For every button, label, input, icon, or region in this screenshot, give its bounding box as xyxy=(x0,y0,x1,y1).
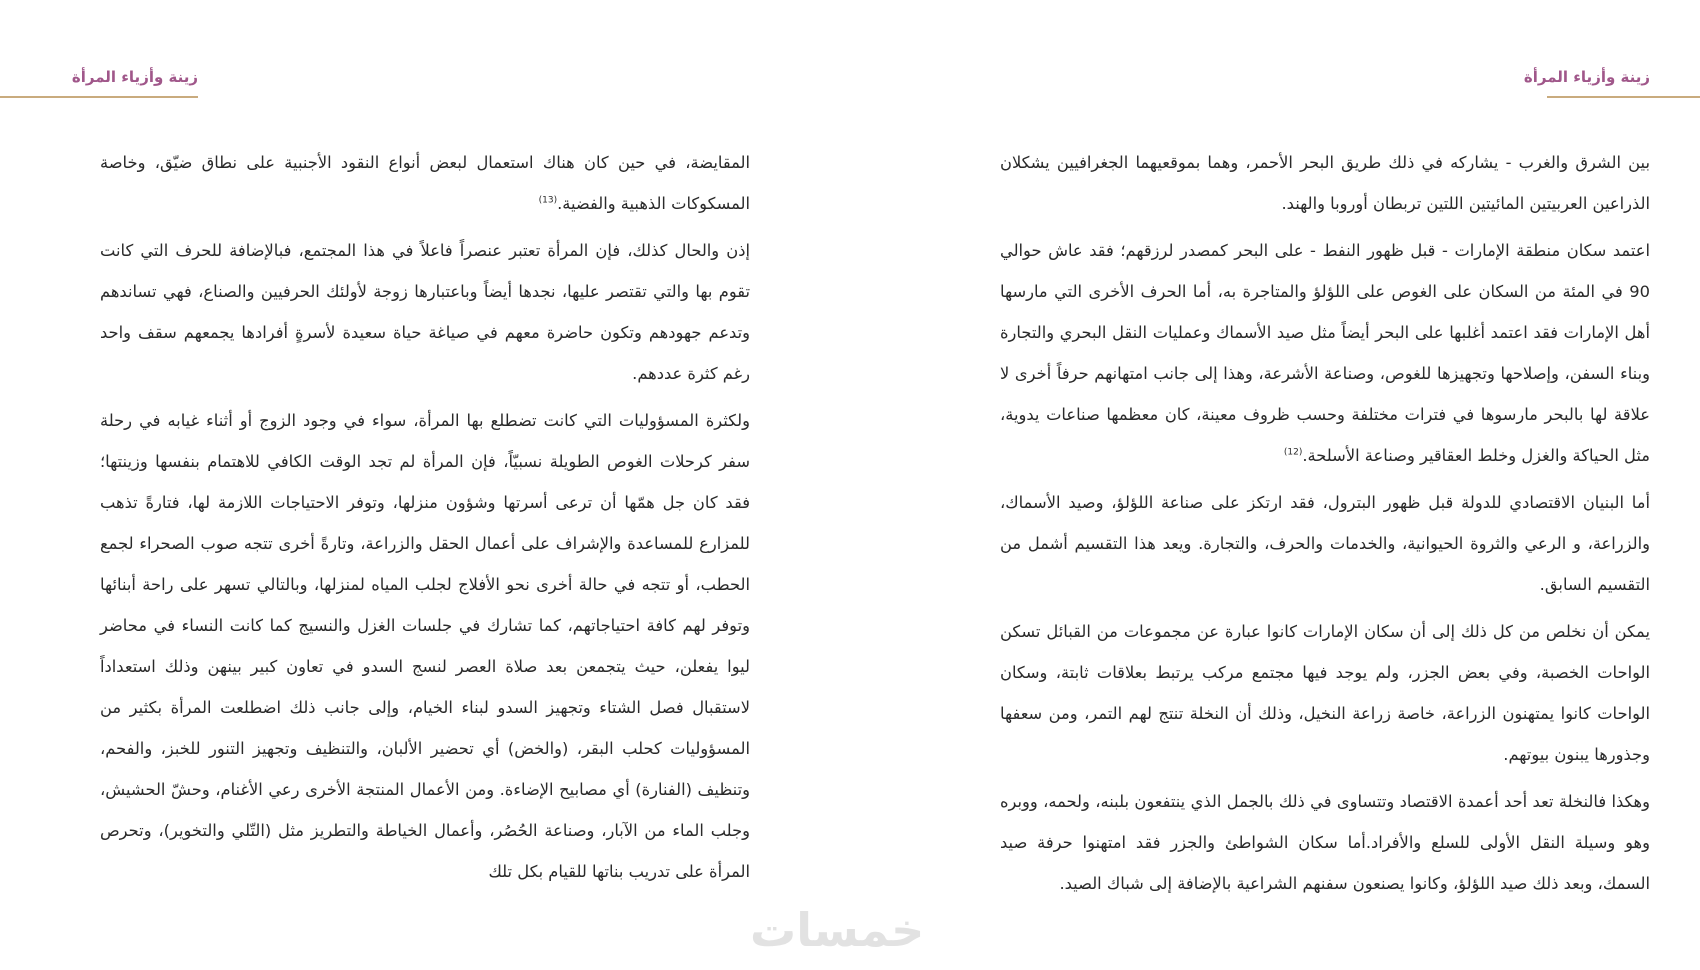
right-page-body xyxy=(1000,142,1650,910)
watermark: خمسات xyxy=(750,903,925,957)
paragraph: أما البنيان الاقتصادي للدولة قبل ظهور البترول، فقد ارتكز على صناعة اللؤلؤ، وصيد الأسماك، والزراعة، و الرعي والثروة الحيوانية، والخدمات والحرف، والتجارة. ويعد هذا التقسيم أشمل من التقسيم السابق. xyxy=(1000,493,1650,594)
paragraph: يمكن أن نخلص من كل ذلك إلى أن سكان الإمارات كانوا عبارة عن مجموعات من القبائل تسكن الواحات الخصبة، وفي بعض الجزر، ولم يوجد فيها مجتمع مركب يرتبط بعلاقات ثابتة، وسكان الواحات كانوا يمتهنون الزراعة، خاصة زراعة النخيل، وذلك أن النخلة تنتج لهم التمر، ومن سعفها وجذورها يبنون بيوتهم. xyxy=(1000,622,1650,764)
paragraph: إذن والحال كذلك، فإن المرأة تعتبر عنصراً فاعلاً في هذا المجتمع، فبالإضافة للحرف التي كانت تقوم بها والتي تقتصر عليها، نجدها أيضاً وباعتبارها زوجة لأولئك الحرفيين والصناع، فهي تساندهم وتدعم جهودهم وتكون حاضرة معهم في صياغة حياة سعيدة لأسرةٍ أفرادها يجمعهم سقف واحد رغم كثرة عددهم. xyxy=(100,241,750,383)
right-page xyxy=(850,0,1700,970)
left-page-body xyxy=(100,142,750,898)
paragraph: وهكذا فالنخلة تعد أحد أعمدة الاقتصاد وتتساوى في ذلك بالجمل الذي ينتفعون بلبنه، ولحمه، ووبره وهو وسيلة النقل الأولى للسلع والأفراد.أما سكان الشواطئ والجزر فقد امتهنوا حرفة صيد السمك، وبعد ذلك صيد اللؤلؤ، وكانوا يصنعون سفنهم الشراعية بالإضافة إلى شباك الصيد. xyxy=(1000,792,1650,893)
paragraph: ولكثرة المسؤوليات التي كانت تضطلع بها المرأة، سواء في وجود الزوج أو أثناء غيابه في رحلة سفر كرحلات الغوص الطويلة نسبيّاً، فإن المرأة لم تجد الوقت الكافي للاهتمام بنفسها وزينتها؛ فقد كان جل همّها أن ترعى أسرتها وشؤون منزلها، وتوفر الاحتياجات اللازمة لها، فتارةً تذهب للمزارع للمساعدة والإشراف على أعمال الحقل والزراعة، وتارةً أخرى تتجه صوب الصحراء لجمع الحطب، أو تتجه في حالة أخرى نحو الأفلاج لجلب المياه لمنزلها، وبالتالي تسهر على راحة أبنائها وتوفر لهم كافة احتياجاتهم، كما تشارك في جلسات الغزل والنسيج كما كانت النساء في محاضر ليوا يفعلن، حيث يتجمعن بعد صلاة العصر لنسج السدو في تعاون كبير بينهن وذلك استعداداً لاستقبال فصل الشتاء وتجهيز السدو لبناء الخيام، وإلى جانب ذلك اضطلعت المرأة بكثير من المسؤوليات كحلب البقر، (والخض) أي تحضير الألبان، والتنظيف وتجهيز التنور للخبز، والفحم، وتنظيف (الفنارة) أي مصابيح الإضاءة. ومن الأعمال المنتجة الأخرى رعي الأغنام، وحشّ الحشيش، وجلب الماء من الآبار، وصناعة الحُصُر، وأعمال الخياطة والتطريز مثل (التّلي والتخوير)، وتحرص المرأة على تدريب بناتها للقيام بكل تلك xyxy=(100,411,750,881)
header-rule-right xyxy=(1547,96,1700,98)
paragraph: بين الشرق والغرب - يشاركه في ذلك طريق البحر الأحمر، وهما بموقعيهما الجغرافيين يشكلان الذراعين العربيتين المائيتين اللتين تربطان أوروبا والهند. xyxy=(1000,153,1650,213)
header-rule-left xyxy=(0,96,198,98)
paragraph: اعتمد سكان منطقة الإمارات - قبل ظهور النفط - على البحر كمصدر لرزقهم؛ فقد عاش حوالي 90 في المئة من السكان على الغوص على اللؤلؤ والمتاجرة به، أما الحرف الأخرى التي مارسها أهل الإمارات فقد اعتمد أغلبها على البحر أيضاً مثل صيد الأسماك وعمليات النقل البحري والتجارة وبناء السفن، وإصلاحها وتجهيزها للغوص، وصناعة الأشرعة، وهذا إلى جانب امتهانهم حرفاً أخرى لا علاقة لها بالبحر مارسوها في فترات مختلفة وحسب ظروف معينة، كان معظمها صناعات يدوية، مثل الحياكة والغزل وخلط العقاقير وصناعة الأسلحة.$^{(12)}$ xyxy=(1000,241,1650,465)
footnote-ref: (13) xyxy=(538,195,558,206)
running-title-left: زينة وأزياء المرأة xyxy=(71,68,198,86)
paragraph: المقايضة، في حين كان هناك استعمال لبعض أنواع النقود الأجنبية على نطاق ضيّق، وخاصة المسكوكات الذهبية والفضية.$^{(13)}$ xyxy=(100,153,750,213)
footnote-ref: (12) xyxy=(1283,447,1303,458)
running-title-right: زينة وأزياء المرأة xyxy=(1523,68,1650,86)
